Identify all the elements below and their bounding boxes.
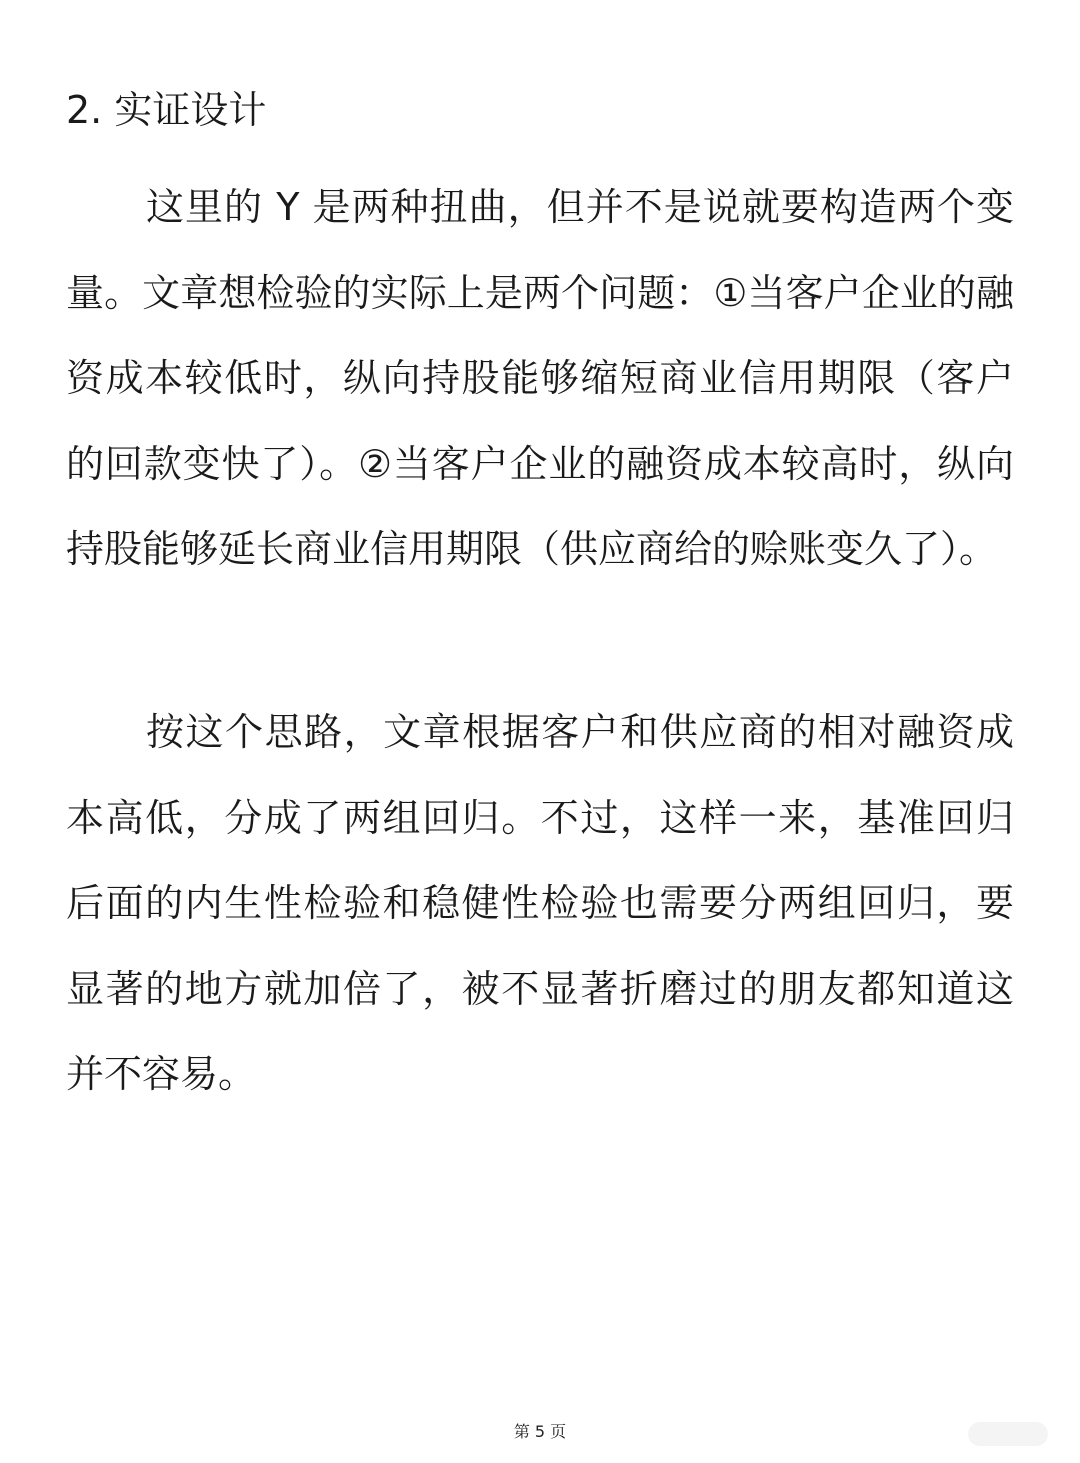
paragraph-2: 按这个思路，文章根据客户和供应商的相对融资成本高低，分成了两组回归。不过，这样一来，基准回归后面的内生性检验和稳健性检验也需要分两组回归，要显著的地方就加倍了，被不显著折磨过的朋友都知道这并不容易。 — [66, 710, 1014, 1096]
section-heading: 2. 实证设计 — [66, 88, 267, 132]
paragraph-1: 这里的 Y 是两种扭曲，但并不是说就要构造两个变量。文章想检验的实际上是两个问题：①当客户企业的融资成本较低时，纵向持股能够缩短商业信用期限（客户的回款变快了）。②当客户企业的融资成本较高时，纵向持股能够延长商业信用期限（供应商给的赊账变久了）。 — [66, 185, 1014, 571]
watermark-mark — [968, 1422, 1048, 1446]
page-number: 第 5 页 — [513, 1422, 567, 1441]
